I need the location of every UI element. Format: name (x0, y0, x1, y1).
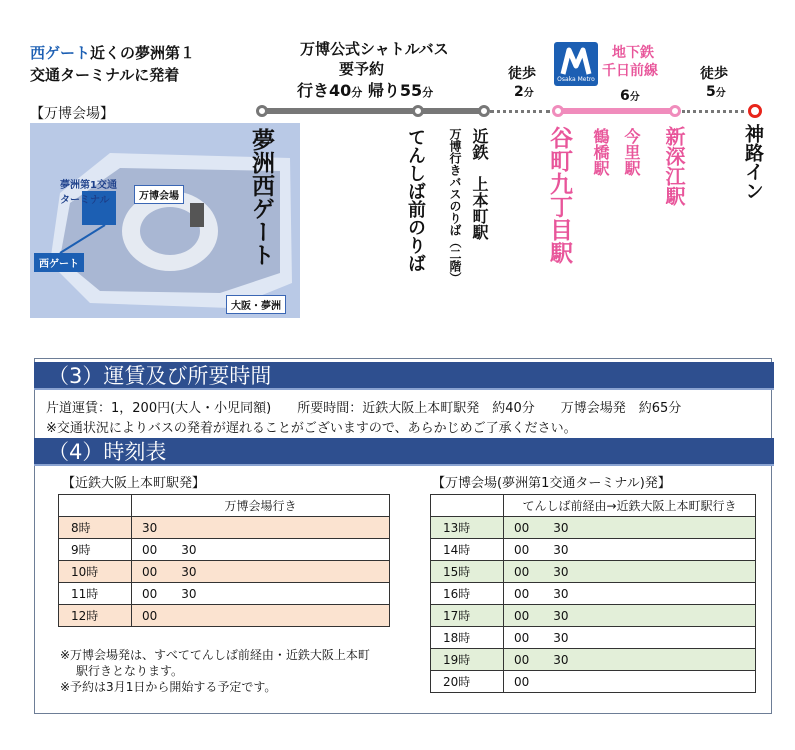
table-row (431, 649, 756, 671)
hour-cell: 8時 (59, 517, 132, 539)
return-unit: 分 (422, 86, 434, 99)
map-section-label: 【万博会場】 (30, 106, 114, 122)
minutes-cell: 30 (132, 517, 390, 539)
hour-cell: 16時 (431, 583, 504, 605)
map-area-label: 大阪・夢洲 (226, 295, 286, 314)
table-row (431, 561, 756, 583)
hour-cell: 9時 (59, 539, 132, 561)
left-timetable (58, 494, 390, 627)
walk2-label: 徒歩 (700, 66, 728, 82)
walk1-time-value: 2 (514, 84, 524, 100)
metro-line-info (602, 44, 658, 80)
minutes-cell: 00 30 (504, 539, 756, 561)
metro-line1: 地下鉄 (612, 45, 654, 61)
map-west-gate-label: 西ゲート (34, 253, 84, 272)
outbound-label: 行き40 (297, 81, 352, 100)
map-venue-label: 万博会場 (134, 185, 184, 204)
walk1-time (514, 84, 534, 100)
route-line-walk1 (490, 110, 550, 113)
node-shinfukae (669, 105, 681, 117)
hour-cell: 11時 (59, 583, 132, 605)
header-note-line1: 近くの夢洲第１ (90, 44, 196, 62)
hour-cell: 17時 (431, 605, 504, 627)
metro-line2: 千日前線 (602, 63, 658, 79)
table-row (431, 539, 756, 561)
node-kintetsu (478, 105, 490, 117)
west-gate-vertical: 夢洲西ゲート (248, 128, 274, 266)
left-note1: ※万博会場発は、すべててんしば前経由・近鉄大阪上本町 (60, 648, 370, 662)
left-timetable-title: 【近鉄大阪上本町駅発】 (62, 476, 206, 491)
minutes-cell: 00 30 (132, 539, 390, 561)
section3-title: （3）運賃及び所要時間 (34, 362, 774, 390)
minutes-cell: 00 30 (504, 627, 756, 649)
right-header-blank (431, 495, 504, 517)
station-shinfukae: 新深江駅 (662, 126, 686, 206)
node-tenshiba (412, 105, 424, 117)
table-row (431, 605, 756, 627)
hour-cell: 12時 (59, 605, 132, 627)
metro-time-value: 6 (620, 88, 630, 104)
minutes-cell: 00 30 (132, 583, 390, 605)
minutes-cell: 00 (504, 671, 756, 693)
left-notes (60, 647, 370, 695)
shuttle-reservation: 要予約 (339, 60, 385, 78)
header-note-line2: 交通ターミナルに発着 (30, 66, 180, 84)
metro-logo-text: Osaka Metro (557, 76, 595, 83)
node-west-gate (256, 105, 268, 117)
metro-time (620, 88, 640, 104)
walk1-time-unit: 分 (523, 88, 534, 99)
return-label: 帰り55 (367, 81, 423, 100)
node-destination (748, 104, 762, 118)
walk2-time-unit: 分 (715, 88, 726, 99)
stop-tenshiba: てんしば前のりば (405, 128, 426, 272)
right-timetable-title: 【万博会場(夢洲第1交通ターミナル)発】 (432, 476, 671, 491)
minutes-cell: 00 30 (504, 649, 756, 671)
table-row (59, 539, 390, 561)
outbound-unit: 分 (351, 86, 363, 99)
minutes-cell: 00 (132, 605, 390, 627)
walk1-label: 徒歩 (508, 66, 536, 82)
walk2-time (706, 84, 726, 100)
header-note (30, 42, 195, 86)
table-row (59, 583, 390, 605)
hour-cell: 13時 (431, 517, 504, 539)
right-header: てんしば前経由→近鉄大阪上本町駅行き (504, 495, 756, 517)
table-row (431, 517, 756, 539)
station-tsuruhashi: 鶴橋駅 (591, 128, 610, 176)
hour-cell: 18時 (431, 627, 504, 649)
hour-cell: 20時 (431, 671, 504, 693)
table-row (59, 517, 390, 539)
hour-cell: 10時 (59, 561, 132, 583)
node-tanimachi (552, 105, 564, 117)
station-imazato: 今里駅 (622, 128, 641, 176)
hour-cell: 14時 (431, 539, 504, 561)
table-row (431, 583, 756, 605)
metro-m-icon (554, 44, 598, 78)
stop-kintetsu-main: 近鉄 上本町駅 (470, 128, 489, 240)
map-terminal-label: 夢洲第1交通ターミナル (60, 180, 117, 206)
hour-cell: 19時 (431, 649, 504, 671)
section3-note: ※交通状況によりバスの発着が遅れることがございますので、あらかじめご了承ください。 (46, 421, 577, 436)
stop-kintetsu-sub: 万博行きバスのりば（二階） (448, 128, 462, 284)
left-header-blank (59, 495, 132, 517)
destination: 神路イン (742, 124, 764, 200)
minutes-cell: 00 30 (132, 561, 390, 583)
minutes-cell: 00 30 (504, 517, 756, 539)
hour-cell: 15時 (431, 561, 504, 583)
minutes-cell: 00 30 (504, 605, 756, 627)
table-row (431, 627, 756, 649)
route-line-metro (558, 108, 676, 114)
table-row (431, 671, 756, 693)
section4-title: （4）時刻表 (34, 438, 774, 466)
left-header: 万博会場行き (132, 495, 390, 517)
metro-time-unit: 分 (629, 92, 640, 103)
route-line-shuttle (262, 108, 484, 114)
right-timetable (430, 494, 756, 693)
header-note-accent: 西ゲート (30, 44, 91, 62)
left-note1b: 駅行きとなります。 (76, 664, 184, 678)
shuttle-title: 万博公式シャトルバス (300, 40, 449, 58)
minutes-cell: 00 30 (504, 583, 756, 605)
station-tanimachi: 谷町九丁目駅 (546, 126, 572, 264)
osaka-metro-logo (554, 42, 598, 86)
section3-fare: 片道運賃：1，200円(大人・小児同額) 所要時間：近鉄大阪上本町駅発 約40分 万博会場発 約65分 (46, 401, 682, 416)
left-note2: ※予約は3月1日から開始する予定です。 (60, 680, 277, 694)
table-row (59, 561, 390, 583)
shuttle-times (297, 78, 433, 101)
table-row (59, 605, 390, 627)
walk2-time-value: 5 (706, 84, 716, 100)
route-line-walk2 (682, 110, 744, 113)
minutes-cell: 00 30 (504, 561, 756, 583)
